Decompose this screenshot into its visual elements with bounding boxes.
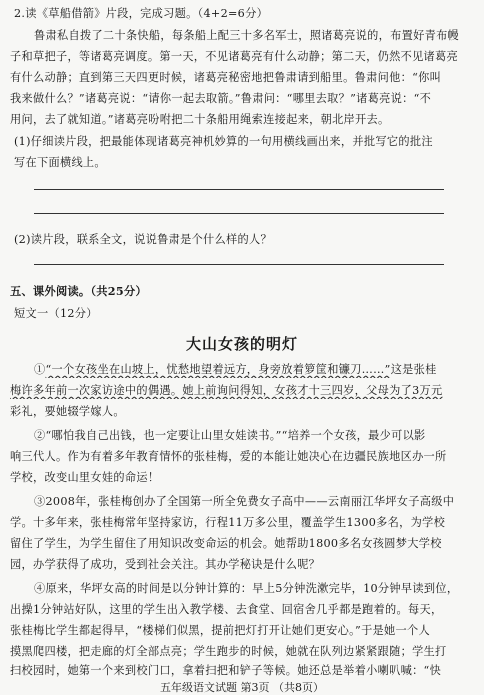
q2-passage-line: 我来做什么？”诸葛亮说：“请你一起去取箭。”鲁肃问：“哪里去取？”诸葛亮说：“不 xyxy=(10,92,432,105)
paragraph-4-line: ④原来，华坪女高的时间是以分钟计算的：早上5分钟洗漱完毕，10分钟早读到位， xyxy=(34,582,459,595)
q2-sub2-question: (2)读片段，联系全文，说说鲁肃是个什么样的人？ xyxy=(14,233,272,246)
q2-passage-line: 用问，去了就知道。”诸葛亮吩咐把二十条船用绳索连接起来，朝北岸开去。 xyxy=(10,113,390,126)
q2-heading: 2.读《草船借箭》片段，完成习题。（4+2=6分） xyxy=(14,7,269,20)
paragraph-text: 这是张桂 xyxy=(390,363,437,376)
answer-line[interactable] xyxy=(34,213,444,214)
q2-passage-line: 鲁肃私自拨了二十条快船，每条船上配三十多名军士，照诸葛亮说的，布置好青布幔 xyxy=(34,29,460,42)
paragraph-4-line: 扫校园时，她第一个来到校门口，拿着扫把和铲子等候。她还总是举着小喇叭喊：“快 xyxy=(10,664,442,677)
paragraph-1-line xyxy=(34,362,484,378)
q2-sub1-question: 写在下面横线上。 xyxy=(14,156,106,169)
q2-passage-line: 子和草把子，等诸葛亮调度。第一天，不见诸葛亮有什么动静；第二天，仍然不见诸葛亮 xyxy=(10,50,459,63)
underlined-quote: “一个女孩坐在山坡上，忧愁地望着远方，身旁放着箩筐和镰刀……” xyxy=(45,363,391,376)
short-text-1-label: 短文一（12分） xyxy=(14,307,98,320)
paragraph-text: 梅许多年前一次家访途中的偶遇。她上前询问得知，女孩才十三四岁，父母为了3万元 xyxy=(10,384,443,397)
paragraph-2-line: 学校，改变山里女娃的命运！ xyxy=(10,471,160,484)
paragraph-2-line: ②“哪怕我自己出钱，也一定要让山里女娃读书。”“培养一个女孩，最少可以影 xyxy=(34,429,426,442)
answer-line[interactable] xyxy=(34,189,444,190)
answer-line[interactable] xyxy=(34,264,444,265)
paragraph-3-line: ③2008年，张桂梅创办了全国第一所全免费女子高中——云南丽江华坪女子高级中 xyxy=(34,495,455,508)
paragraph-4-line: 摸黑爬四楼，把走廊的灯全部点亮；学生跑步的时候，她就在队列边紧紧跟随；学生打 xyxy=(10,645,447,658)
paragraph-3-line: 园，办学获得了成功，受到社会关注。其办学秘诀是什么呢？ xyxy=(10,558,321,571)
paragraph-4-line: 张桂梅比学生都起得早，“楼梯们似黑，提前把灯打开让她们更安心。”于是她一个人 xyxy=(10,624,430,637)
paragraph-1-line xyxy=(10,383,484,399)
paragraph-1-line: 彩礼，要她辍学嫁人。 xyxy=(10,405,125,418)
q2-sub1-question: (1)仔细读片段，把最能体现诸葛亮神机妙算的一句用横线画出来，并批写它的批注 xyxy=(14,135,433,148)
paragraph-4-line: 出操1分钟站好队，这里的学生出入教学楼、去食堂、回宿舍几乎都是跑着的。每天， xyxy=(10,603,443,616)
paragraph-number: ① xyxy=(34,363,46,376)
paragraph-3-line: 学。十多年来，张桂梅常年坚持家访，行程11万多公里，覆盖学生1300多名，为学校 xyxy=(10,516,446,529)
paragraph-2-line: 响三代人。作为有着多年教育情怀的张桂梅，爱的本能让她决心在边疆民族地区办一所 xyxy=(10,450,447,463)
article-title: 大山女孩的明灯 xyxy=(185,335,298,353)
section5-heading: 五、课外阅读。（共25分） xyxy=(10,284,147,298)
paragraph-3-line: 留住了学生，为学生留住了用知识改变命运的机会。她帮助1800多名女孩圆梦大学校 xyxy=(10,537,442,550)
q2-passage-line: 有什么动静；直到第三天四更时候，诸葛亮秘密地把鲁肃请到船里。鲁肃问他：“你叫 xyxy=(10,71,442,84)
page-footer: 五年级语文试题 第3页 （共8页） xyxy=(160,681,324,694)
